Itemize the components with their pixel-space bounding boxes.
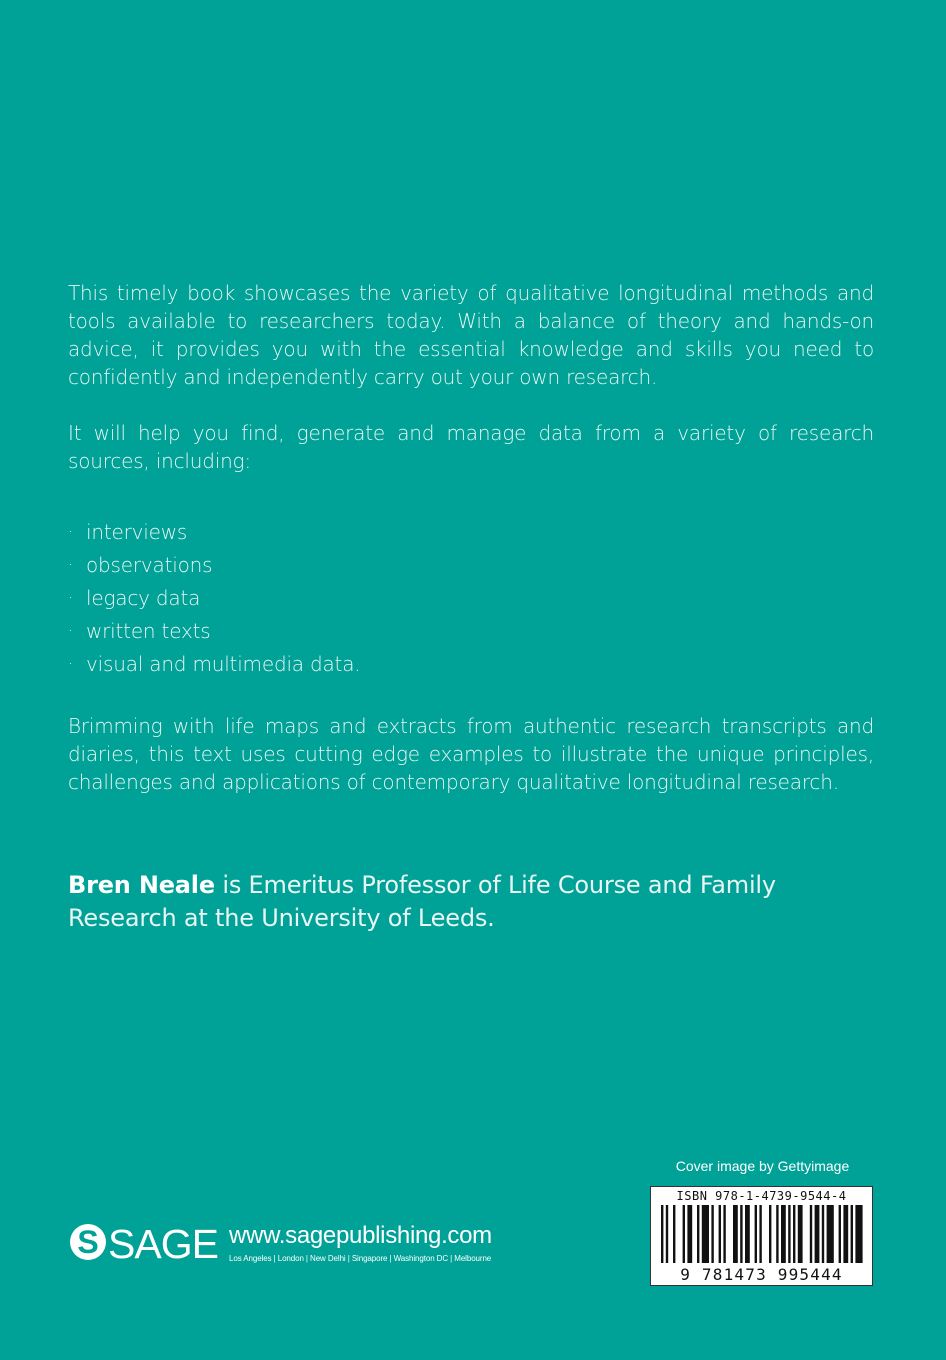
barcode-bars bbox=[661, 1205, 864, 1263]
description-paragraph-2: It will help you find, generate and manage data from a variety of research sources, including: bbox=[68, 421, 874, 473]
publisher-url: www.sagepublishing.com bbox=[229, 1222, 492, 1249]
sage-logo-text: SAGE bbox=[108, 1222, 218, 1266]
list-item: · observations bbox=[68, 553, 213, 577]
bullet-icon: · bbox=[68, 621, 73, 640]
book-description bbox=[68, 279, 874, 796]
bullet-icon: · bbox=[68, 588, 73, 607]
description-paragraph-1: This timely book showcases the variety of qualitative longitudinal methods and tools available to researchers today. With a balance of theory and hands-on advice, it provides you with the essential knowledge and skills you need to confidently and independently carry out your own research. bbox=[68, 281, 874, 389]
isbn-barcode bbox=[650, 1186, 873, 1286]
author-bio bbox=[68, 869, 874, 935]
svg-text:S: S bbox=[77, 1224, 99, 1260]
list-item: · visual and multimedia data. bbox=[68, 652, 361, 676]
author-bio-text: is Emeritus Professor of Life Course and Family Research at the University of Leeds. bbox=[68, 871, 776, 932]
list-item: · written texts bbox=[68, 619, 211, 643]
isbn-label: ISBN 978-1-4739-9544-4 bbox=[676, 1189, 847, 1203]
bullet-icon: · bbox=[68, 555, 73, 574]
bullet-icon: · bbox=[68, 654, 73, 673]
description-paragraph-3: Brimming with life maps and extracts from authentic research transcripts and diaries, this text uses cutting edge examples to illustrate the unique principles, challenges and applications of contemporary qualitative longitudinal research. bbox=[68, 714, 874, 794]
author-name: Bren Neale bbox=[68, 871, 215, 899]
list-item: · interviews bbox=[68, 520, 188, 544]
sage-logo bbox=[68, 1222, 220, 1266]
list-item: · legacy data bbox=[68, 586, 201, 610]
source-list bbox=[68, 521, 874, 686]
bullet-icon: · bbox=[68, 522, 73, 541]
cover-credit: Cover image by Gettyimage bbox=[675, 1158, 850, 1174]
publisher-cities: Los Angeles | London | New Delhi | Singapore | Washington DC | Melbourne bbox=[229, 1254, 492, 1263]
barcode-digits: 9 781473 995444 bbox=[680, 1265, 843, 1284]
